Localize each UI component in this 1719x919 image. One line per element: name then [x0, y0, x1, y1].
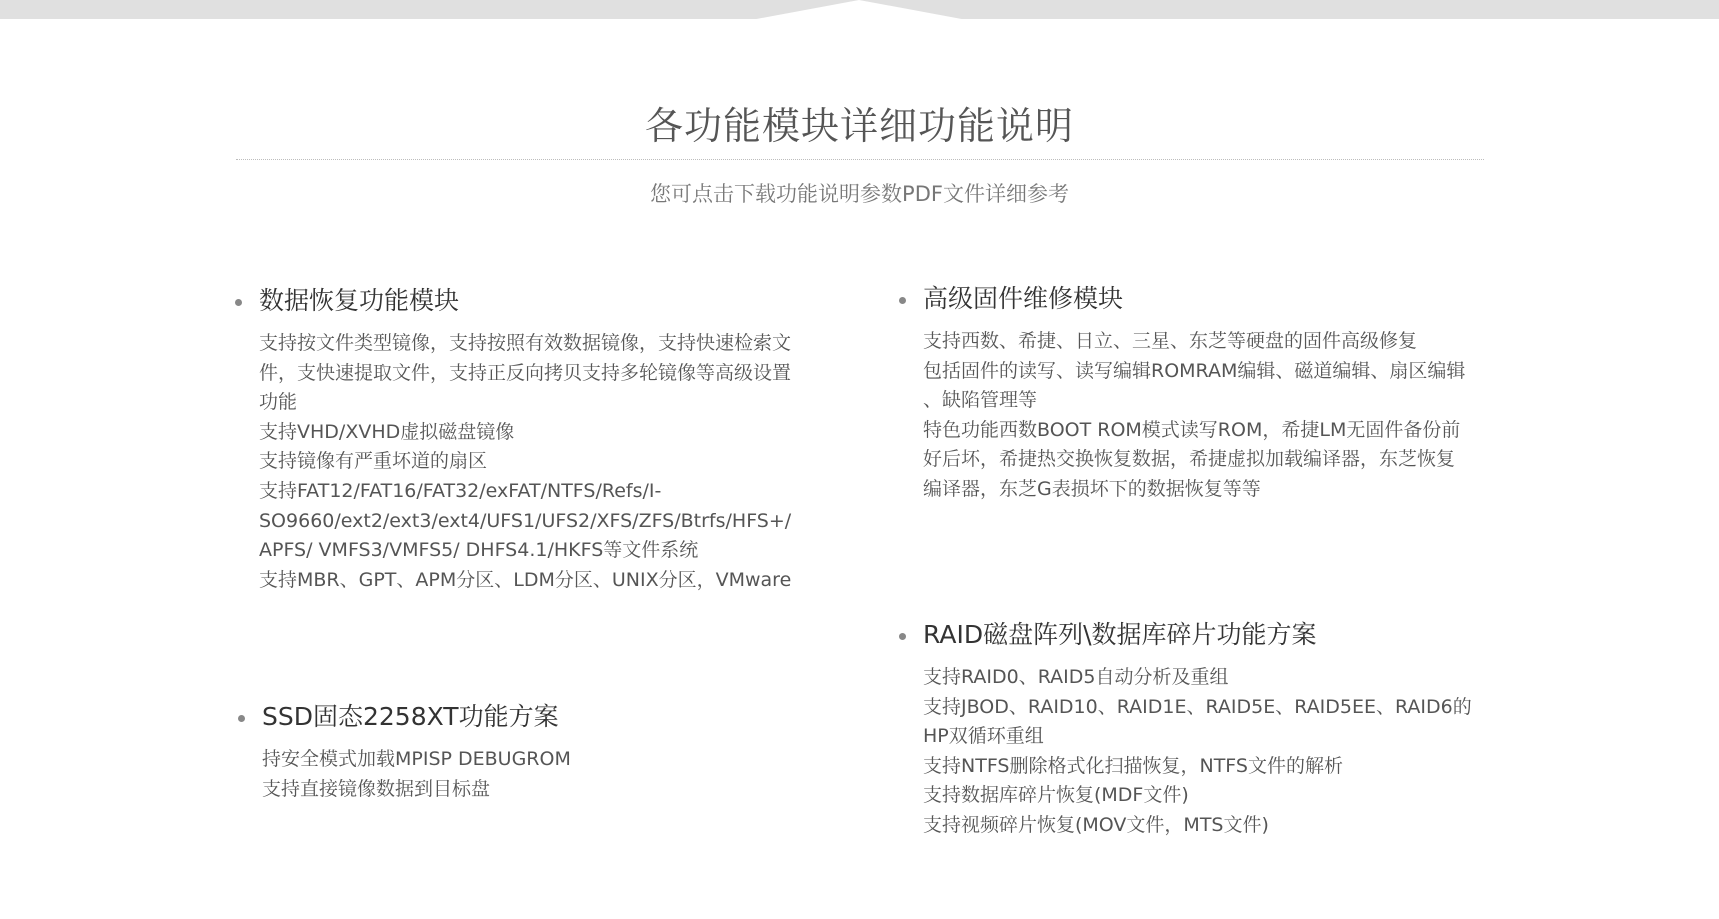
feature-line: APFS/ VMFS3/VMFS5/ DHFS4.1/HKFS等文件系统	[259, 539, 699, 562]
page-title: 各功能模块详细功能说明	[644, 104, 1074, 148]
feature-line: 支持镜像有严重坏道的扇区	[259, 450, 488, 473]
module-title: SSD固态2258XT功能方案	[262, 702, 559, 731]
module-firmware	[899, 282, 1509, 505]
feature-line: 功能	[259, 391, 298, 414]
feature-line: 包括固件的读写、读写编辑ROMRAM编辑、磁道编辑、扇区编辑	[923, 359, 1466, 382]
feature-line: 编译器，东芝G表损坏下的数据恢复等等	[923, 477, 1261, 500]
module-title: RAID磁盘阵列\数据库碎片功能方案	[923, 620, 1317, 649]
bullet-dot-icon	[899, 633, 906, 640]
feature-line: HP双循环重组	[923, 725, 1044, 748]
feature-line: 好后坏，希捷热交换恢复数据，希捷虚拟加载编译器，东芝恢复	[923, 448, 1456, 471]
feature-line: 支持视频碎片恢复(MOV文件，MTS文件)	[923, 813, 1269, 836]
module-title: 数据恢复功能模块	[259, 286, 460, 315]
feature-line: 支持NTFS删除格式化扫描恢复，NTFS文件的解析	[923, 754, 1343, 777]
title-divider	[236, 159, 1484, 160]
feature-line: 支持直接镜像数据到目标盘	[262, 777, 491, 800]
top-tab-notch	[751, 0, 967, 20]
module-header	[235, 284, 835, 318]
feature-line: 、缺陷管理等	[923, 389, 1038, 412]
feature-line: 支持FAT12/FAT16/FAT32/exFAT/NTFS/Refs/I-	[259, 479, 662, 502]
feature-line: 特色功能西数BOOT ROM模式读写ROM，希捷LM无固件备份前	[923, 418, 1461, 441]
feature-line: 支持MBR、GPT、APM分区、LDM分区、UNIX分区，VMware	[259, 568, 792, 591]
bullet-dot-icon	[235, 299, 242, 306]
module-raid	[899, 618, 1509, 841]
module-feature-list	[259, 329, 835, 595]
feature-line: 支持按文件类型镜像，支持按照有效数据镜像，支持快速检索文	[259, 332, 792, 354]
bullet-dot-icon	[899, 297, 906, 304]
module-header	[238, 700, 838, 734]
module-data-recovery	[235, 284, 835, 595]
feature-line: 支持RAID0、RAID5自动分析及重组	[923, 666, 1229, 688]
module-feature-list	[923, 327, 1509, 505]
top-bar	[0, 0, 1719, 19]
module-feature-list	[262, 745, 838, 804]
feature-line: SO9660/ext2/ext3/ext4/UFS1/UFS2/XFS/ZFS/Btrfs/HFS+/	[259, 509, 792, 532]
module-ssd	[238, 700, 838, 804]
feature-line: 支持西数、希捷、日立、三星、东芝等硬盘的固件高级修复	[923, 330, 1418, 352]
feature-line: 支持VHD/XVHD虚拟磁盘镜像	[259, 420, 515, 443]
module-feature-list	[923, 663, 1509, 841]
feature-line: 持安全模式加载MPISP DEBUGROM	[262, 748, 571, 770]
feature-line: 支持数据库碎片恢复(MDF文件)	[923, 784, 1189, 807]
page-subtitle: 您可点击下载功能说明参数PDF文件详细参考	[650, 182, 1069, 206]
module-header	[899, 282, 1509, 316]
bullet-dot-icon	[238, 715, 245, 722]
module-header	[899, 618, 1509, 652]
feature-line: 件，支快速提取文件，支持正反向拷贝支持多轮镜像等高级设置	[259, 361, 792, 384]
module-title: 高级固件维修模块	[923, 284, 1124, 313]
feature-line: 支持JBOD、RAID10、RAID1E、RAID5E、RAID5EE、RAID6的	[923, 695, 1472, 718]
